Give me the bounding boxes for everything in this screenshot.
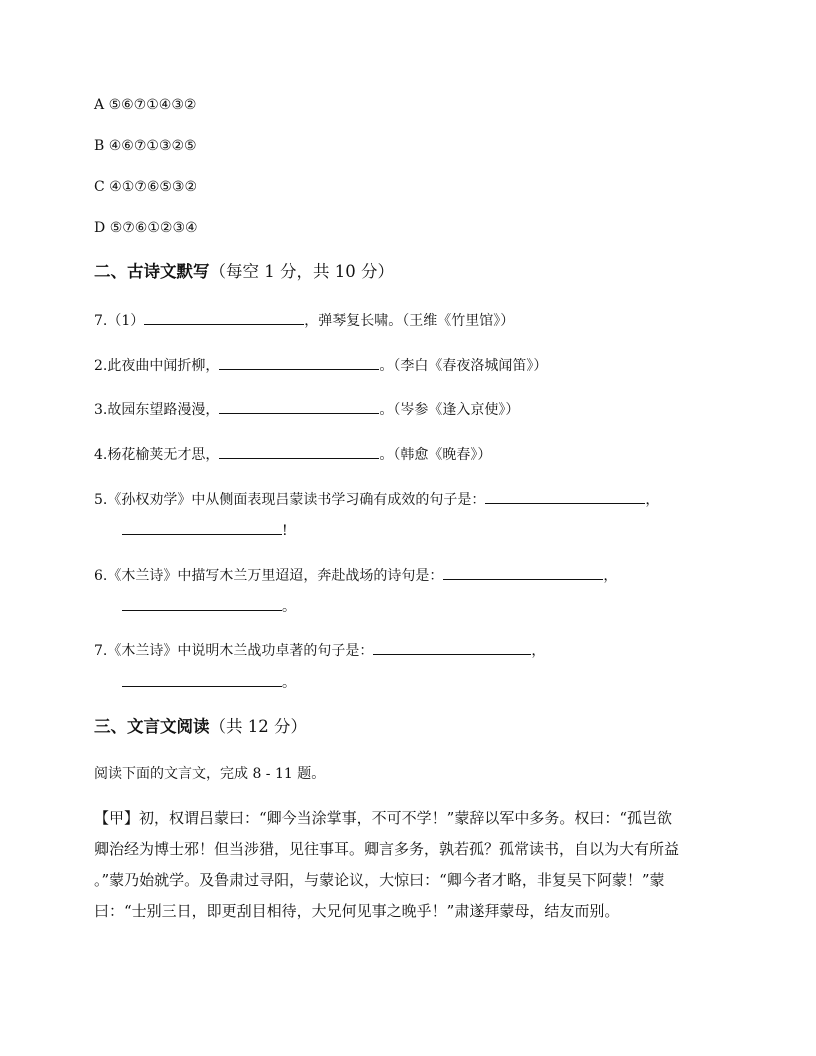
option-letter: D bbox=[94, 220, 106, 236]
answer-blank[interactable] bbox=[219, 444, 379, 459]
question-suffix: ! bbox=[282, 523, 288, 539]
classical-passage bbox=[94, 803, 722, 927]
answer-blank[interactable] bbox=[219, 355, 379, 370]
question-prefix: 7.《木兰诗》中说明木兰战功卓著的句子是： bbox=[94, 643, 374, 659]
question-suffix: 。（韩愈《晚春》） bbox=[379, 447, 492, 463]
section-title: 二、古诗文默写 bbox=[94, 262, 210, 281]
question-continuation bbox=[122, 596, 296, 617]
answer-blank[interactable] bbox=[373, 640, 531, 655]
question-prefix: 7.（1） bbox=[94, 313, 145, 329]
question-prefix: 6.《木兰诗》中描写木兰万里迢迢，奔赴战场的诗句是： bbox=[94, 568, 444, 584]
option-b bbox=[94, 136, 197, 156]
answer-blank[interactable] bbox=[144, 310, 304, 325]
question-prefix: 3.故园东望路漫漫， bbox=[94, 402, 220, 418]
question-suffix: 。 bbox=[282, 675, 296, 691]
option-sequence: ④⑥⑦①③②⑤ bbox=[108, 138, 197, 154]
question-prefix: 4.杨花榆荚无才思， bbox=[94, 447, 220, 463]
question-suffix: ， bbox=[603, 568, 618, 584]
question-prefix: 2.此夜曲中闻折柳， bbox=[94, 358, 220, 374]
answer-blank[interactable] bbox=[485, 489, 645, 504]
question-item bbox=[94, 310, 514, 331]
section-heading-poetry bbox=[94, 261, 394, 283]
option-sequence: ④①⑦⑥⑤③② bbox=[109, 179, 198, 195]
question-suffix: ， bbox=[645, 492, 660, 508]
option-c bbox=[94, 177, 197, 197]
answer-blank[interactable] bbox=[122, 520, 282, 535]
question-item bbox=[94, 444, 491, 465]
answer-blank[interactable] bbox=[122, 672, 282, 687]
section-note: （共 12 分） bbox=[209, 717, 307, 736]
answer-blank[interactable] bbox=[219, 399, 379, 414]
option-letter: A bbox=[94, 97, 105, 113]
passage-line: 【甲】初，权谓吕蒙曰：“卿今当涂掌事，不可不学！”蒙辞以军中多务。权曰：“孤岂欲 bbox=[94, 809, 673, 827]
option-letter: B bbox=[94, 138, 105, 154]
section-note: （每空 1 分，共 10 分） bbox=[209, 262, 394, 281]
answer-blank[interactable] bbox=[122, 596, 282, 611]
question-prefix: 5.《孙权劝学》中从侧面表现吕蒙读书学习确有成效的句子是： bbox=[94, 492, 486, 508]
answer-blank[interactable] bbox=[443, 565, 603, 580]
passage-line: 。”蒙乃始就学。及鲁肃过寻阳，与蒙论议，大惊曰：“卿今者才略，非复吴下阿蒙！”蒙 bbox=[94, 871, 665, 889]
question-suffix: 。（李白《春夜洛城闻笛》） bbox=[379, 358, 548, 374]
question-continuation bbox=[122, 520, 288, 541]
question-suffix: ，弹琴复长啸。（王维《竹里馆》） bbox=[304, 313, 515, 329]
reading-instruction: 阅读下面的文言文，完成 8 - 11 题。 bbox=[94, 766, 326, 782]
option-sequence: ⑤⑦⑥①②③④ bbox=[109, 220, 198, 236]
question-item bbox=[94, 399, 519, 420]
option-letter: C bbox=[94, 179, 105, 195]
question-item bbox=[94, 640, 545, 661]
option-sequence: ⑤⑥⑦①④③② bbox=[108, 97, 197, 113]
passage-line: 曰：“士别三日，即更刮目相待，大兄何见事之晚乎！”肃遂拜蒙母，结友而别。 bbox=[94, 902, 620, 920]
question-suffix: 。（岑参《逢入京使》） bbox=[379, 402, 520, 418]
question-item bbox=[94, 565, 617, 586]
option-d bbox=[94, 218, 198, 238]
question-suffix: 。 bbox=[282, 599, 296, 615]
section-title: 三、文言文阅读 bbox=[94, 717, 210, 736]
question-continuation bbox=[122, 672, 296, 693]
section-heading-classical bbox=[94, 716, 307, 738]
question-item bbox=[94, 355, 547, 376]
option-a bbox=[94, 95, 196, 115]
question-suffix: ， bbox=[531, 643, 546, 659]
passage-line: 卿治经为博士邪！但当涉猎，见往事耳。卿言多务，孰若孤？孤常读书，自以为大有所益 bbox=[94, 840, 680, 858]
question-item bbox=[94, 489, 659, 510]
